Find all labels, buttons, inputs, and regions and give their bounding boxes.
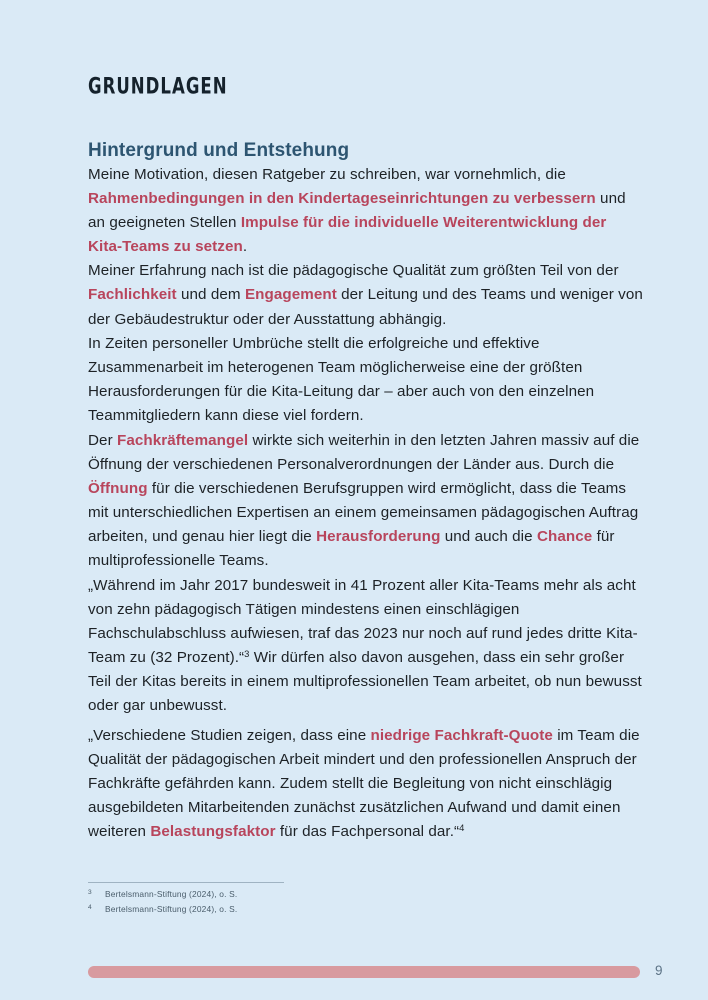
body-text-run: Meine Motivation, diesen Ratgeber zu schreiben, war vornehmlich, die [88, 166, 566, 183]
highlighted-phrase: Engagement [244, 286, 337, 304]
highlighted-phrase: Impulse für die individuelle Weiterentwicklung der Kita-Teams zu setzen [88, 214, 607, 256]
footer-accent-bar [88, 966, 640, 978]
body-text-run: und dem [176, 286, 245, 304]
body-text-run: Der [88, 432, 117, 449]
footnote-text: Bertelsmann-Stiftung (2024), o. S. [105, 903, 238, 914]
footnote-separator-rule [88, 882, 284, 883]
body-text-run: für die verschiedenen Berufsgruppen wird ermöglicht, dass die Teams mit unterschiedlichen Expertisen an einem gemeinsamen pädagogischen Auftrag arbeiten, und genau hier liegt die [88, 480, 639, 546]
body-text-run: In Zeiten personeller Umbrüche stellt die erfolgreiche und effektive Zusammenarbeit im heterogenen Team möglicherweise eine der größten Herausforderungen für die Kita-Leitung dar – aber auch von den einzelnen Teammitgliedern kann diese viel fordern. [88, 334, 595, 424]
footnote-item [88, 903, 448, 918]
body-text-run: „Verschiedene Studien zeigen, dass eine [88, 727, 371, 744]
footnote-reference: 3 [244, 647, 250, 659]
footnote-marker: 3 [88, 889, 92, 896]
footnote-reference: 4 [459, 822, 465, 834]
highlighted-phrase: Belastungsfaktor [150, 823, 276, 841]
body-text-run: für das Fachpersonal dar.“ [275, 823, 460, 841]
page-number: 9 [655, 963, 663, 978]
footnote-marker: 4 [88, 903, 92, 911]
highlighted-phrase: Herausforderung [316, 528, 441, 546]
body-text-run: und auch die [440, 528, 537, 546]
body-text-run: und an geeigneten Stellen [88, 190, 626, 232]
body-text-run: wirkte sich weiterhin in den letzten Jahren massiv auf die Öffnung der verschiedenen Personalverordnungen der Länder aus. Durch die [88, 432, 640, 474]
chapter-label: GRUNDLAGEN [88, 72, 228, 100]
body-paragraph-block-3 [88, 724, 644, 844]
highlighted-phrase: Fachlichkeit [88, 286, 177, 304]
footnote-text: Bertelsmann-Stiftung (2024), o. S. [105, 889, 238, 899]
highlighted-phrase: Öffnung [88, 480, 148, 498]
body-paragraph-block-2 [88, 429, 644, 718]
body-text-run: der Leitung und des Teams und weniger von der Gebäudestruktur oder der Ausstattung abhängig. [88, 286, 643, 328]
highlighted-phrase: Fachkräftemangel [117, 432, 249, 449]
body-paragraph-block-1 [88, 163, 644, 428]
body-text-run: Meiner Erfahrung nach ist die pädagogische Qualität zum größten Teil von der [88, 262, 619, 280]
highlighted-phrase: niedrige Fachkraft-Quote [370, 727, 553, 744]
body-text-run: Wir dürfen also davon ausgehen, dass ein sehr großer Teil der Kitas bereits in einem multiprofessionellen Team arbeitet, ob nun bewusst oder gar unbewusst. [88, 648, 642, 715]
footnote-item [88, 888, 448, 903]
footnotes-section [88, 882, 448, 917]
highlighted-phrase: Chance [536, 528, 593, 546]
body-text-run: . [242, 238, 248, 256]
body-text-run: „Während im Jahr 2017 bundesweit in 41 Prozent aller Kita-Teams mehr als acht von zehn pädagogisch Tätigen mindestens einen einschlägigen Fachschulabschluss aufwiesen, traf das 2023 nur noch auf rund jedes dritte Kita-Team zu (32 Prozent).“ [88, 576, 638, 666]
section-heading: Hintergrund und Entstehung [88, 139, 350, 161]
body-text-run: im Team die Qualität der pädagogischen Arbeit mindert und den professionellen Anspruch der Fachkräfte gefährden kann. Zudem stellt die Begleitung von nicht einschlägig ausgebildeten Mitarbeitenden zunächst zusätzlichen Aufwand und damit einen weiteren [88, 727, 640, 841]
body-text-run: für multiprofessionelle Teams. [88, 528, 615, 570]
highlighted-phrase: Rahmenbedingungen in den Kindertageseinrichtungen zu verbessern [88, 190, 596, 208]
